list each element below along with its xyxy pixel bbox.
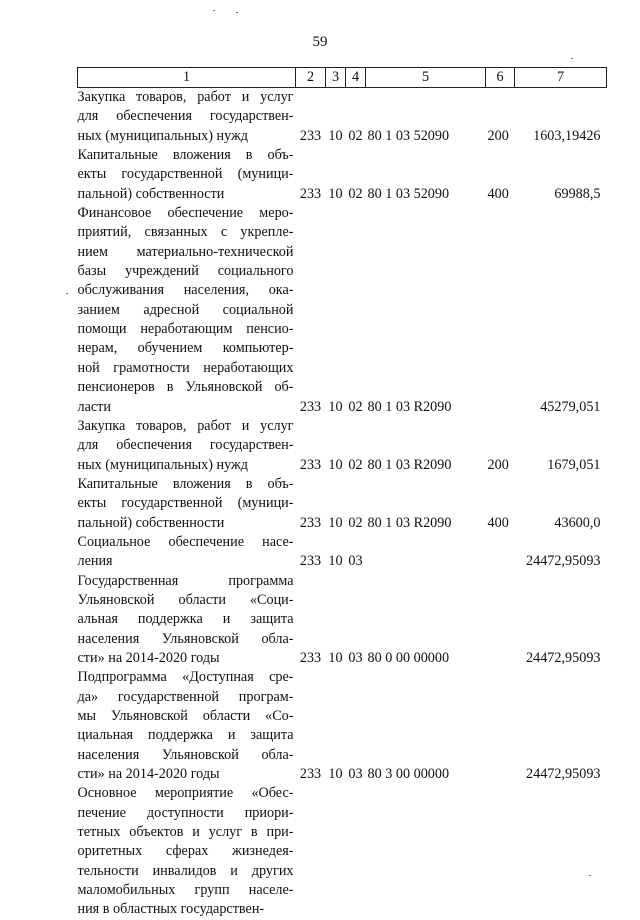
table-header — [78, 68, 607, 88]
description-line: ния в областных государствен- — [77, 901, 265, 918]
cell-section — [326, 784, 346, 919]
cell-expense-type: 400 — [487, 185, 509, 202]
table-row — [78, 146, 607, 204]
header-col-6: 6 — [486, 68, 515, 88]
header-col-5: 5 — [366, 68, 486, 88]
cell-expense-type — [486, 572, 515, 669]
cell-section: 10 — [328, 398, 343, 415]
cell-expense-type: 200 — [487, 456, 509, 473]
description-line: нерам, обучением компьютер- — [77, 340, 294, 357]
cell-target-article: 80 1 03 52090 — [367, 185, 450, 202]
cell-section: 10 — [328, 514, 343, 531]
description-line: сти» на 2014-2020 годы — [77, 649, 220, 666]
description-line: помощи неработающим пенсио- — [77, 321, 294, 338]
table-row — [78, 204, 607, 417]
description-line: екты государственной (муници- — [77, 495, 294, 512]
header-col-3: 3 — [326, 68, 346, 88]
description-line: Капитальные вложения в объ- — [77, 475, 294, 492]
cell-target-article — [366, 784, 486, 919]
cell-subsection: 02 — [348, 456, 363, 473]
cell-target-article: 80 1 03 R2090 — [367, 398, 452, 415]
row-description — [78, 572, 296, 669]
scan-speck — [236, 12, 238, 13]
cell-target-article: 80 1 03 52090 — [367, 127, 450, 144]
cell-amount: 45279,051 — [540, 398, 601, 415]
cell-amount: 24472,95093 — [526, 649, 601, 666]
cell-subsection: 02 — [348, 127, 363, 144]
header-col-7: 7 — [515, 68, 607, 88]
description-line: пальной) собственности — [77, 514, 225, 531]
description-line: альная поддержка и защита — [77, 611, 294, 628]
cell-target-article: 80 3 00 00000 — [367, 766, 450, 783]
row-description — [78, 668, 296, 784]
description-line: мы Ульяновской области «Со- — [77, 708, 294, 724]
row-description — [78, 784, 296, 919]
page-number: 59 — [312, 34, 328, 50]
header-col-2: 2 — [296, 68, 326, 88]
description-line: Финансовое обеспечение меро- — [77, 205, 294, 222]
cell-section: 10 — [328, 766, 343, 783]
row-description — [78, 533, 296, 572]
row-description — [78, 88, 296, 147]
header-col-1: 1 — [78, 68, 296, 88]
cell-admin-code: 233 — [299, 398, 322, 415]
description-line: да» государственной програм- — [77, 688, 294, 705]
cell-target-article: 80 1 03 R2090 — [367, 456, 452, 473]
cell-subsection — [346, 784, 366, 919]
cell-expense-type: 400 — [487, 514, 509, 531]
cell-subsection: 03 — [348, 553, 363, 570]
cell-amount: 24472,95093 — [526, 766, 601, 783]
budget-table — [77, 67, 607, 920]
row-description — [78, 475, 296, 533]
row-description — [78, 204, 296, 417]
cell-expense-type — [486, 533, 515, 572]
cell-section: 10 — [328, 553, 343, 570]
description-line: ной грамотности неработающих — [77, 359, 294, 376]
cell-amount: 24472,95093 — [526, 553, 601, 570]
scan-speck — [213, 10, 215, 11]
header-col-4: 4 — [346, 68, 366, 88]
description-line: для обеспечения государствен- — [77, 108, 294, 125]
scan-speck — [589, 875, 591, 876]
cell-subsection: 03 — [348, 649, 363, 666]
cell-admin-code: 233 — [299, 456, 322, 473]
description-line: тетных объектов и услуг в при- — [77, 824, 294, 841]
cell-section: 10 — [328, 127, 343, 144]
description-line: ных (муниципальных) нужд — [77, 456, 249, 473]
description-line: ласти — [77, 398, 111, 415]
cell-expense-type — [486, 668, 515, 784]
description-line: приятий, связанных с укрепле- — [77, 224, 294, 241]
cell-subsection: 02 — [348, 185, 363, 202]
cell-target-article: 80 1 03 R2090 — [367, 514, 452, 531]
cell-admin-code: 233 — [299, 553, 322, 570]
table-row — [78, 533, 607, 572]
description-line: базы учреждений социального — [77, 263, 294, 280]
cell-amount — [515, 784, 607, 919]
table-row — [78, 475, 607, 533]
table-body — [78, 88, 607, 920]
row-description — [78, 146, 296, 204]
description-line: печение доступности приори- — [77, 804, 294, 821]
cell-section: 10 — [328, 185, 343, 202]
cell-admin-code: 233 — [299, 127, 322, 144]
cell-section: 10 — [328, 456, 343, 473]
cell-admin-code: 233 — [299, 514, 322, 531]
description-line: екты государственной (муници- — [77, 166, 294, 183]
table-row — [78, 572, 607, 669]
description-line: сти» на 2014-2020 годы — [77, 766, 220, 783]
description-line: Социальное обеспечение насе- — [77, 533, 294, 550]
description-line: Ульяновской области «Соци- — [77, 591, 294, 608]
description-line: Закупка товаров, работ и услуг — [77, 417, 294, 434]
cell-amount: 43600,0 — [554, 514, 601, 531]
description-line: занием адресной социальной — [77, 301, 294, 318]
description-line: Капитальные вложения в объ- — [77, 147, 294, 164]
description-line: оритетных сферах жизнедея- — [77, 843, 294, 860]
cell-expense-type — [486, 784, 515, 919]
cell-amount: 1679,051 — [547, 456, 601, 473]
description-line: населения Ульяновской обла- — [77, 746, 294, 763]
cell-expense-type — [486, 204, 515, 417]
description-line: Закупка товаров, работ и услуг — [77, 89, 294, 105]
description-line: нием материально-технической — [77, 243, 294, 260]
description-line: Подпрограмма «Доступная сре- — [77, 669, 294, 686]
table-row — [78, 784, 607, 919]
cell-target-article: 80 0 00 00000 — [367, 649, 450, 666]
cell-amount: 69988,5 — [554, 185, 601, 202]
description-line: обслуживания населения, ока- — [77, 282, 294, 299]
cell-subsection: 02 — [348, 514, 363, 531]
header-row — [78, 68, 607, 88]
description-line: тельности инвалидов и других — [77, 862, 294, 879]
cell-expense-type: 200 — [487, 127, 509, 144]
cell-target-article — [366, 533, 486, 572]
description-line: для обеспечения государствен- — [77, 437, 294, 454]
table-row — [78, 417, 607, 475]
scan-speck — [571, 58, 573, 59]
row-description — [78, 417, 296, 475]
cell-section: 10 — [328, 649, 343, 666]
cell-admin-code — [296, 784, 326, 919]
description-line: населения Ульяновской обла- — [77, 630, 294, 647]
description-line: Основное мероприятие «Обес- — [77, 785, 294, 802]
description-line: пенсионеров в Ульяновской об- — [77, 379, 294, 396]
cell-amount: 1603,19426 — [533, 127, 601, 144]
cell-admin-code: 233 — [299, 649, 322, 666]
description-line: ления — [77, 553, 113, 570]
description-line: маломобильных групп населе- — [77, 882, 294, 899]
table-row — [78, 668, 607, 784]
cell-admin-code: 233 — [299, 185, 322, 202]
description-line: пальной) собственности — [77, 185, 225, 202]
cell-admin-code: 233 — [299, 766, 322, 783]
cell-subsection: 02 — [348, 398, 363, 415]
description-line: ных (муниципальных) нужд — [77, 127, 249, 144]
scan-speck — [66, 293, 68, 294]
description-line: циальная поддержка и защита — [77, 727, 294, 744]
cell-subsection: 03 — [348, 766, 363, 783]
table-row — [78, 88, 607, 147]
description-line: Государственная программа — [77, 572, 294, 589]
